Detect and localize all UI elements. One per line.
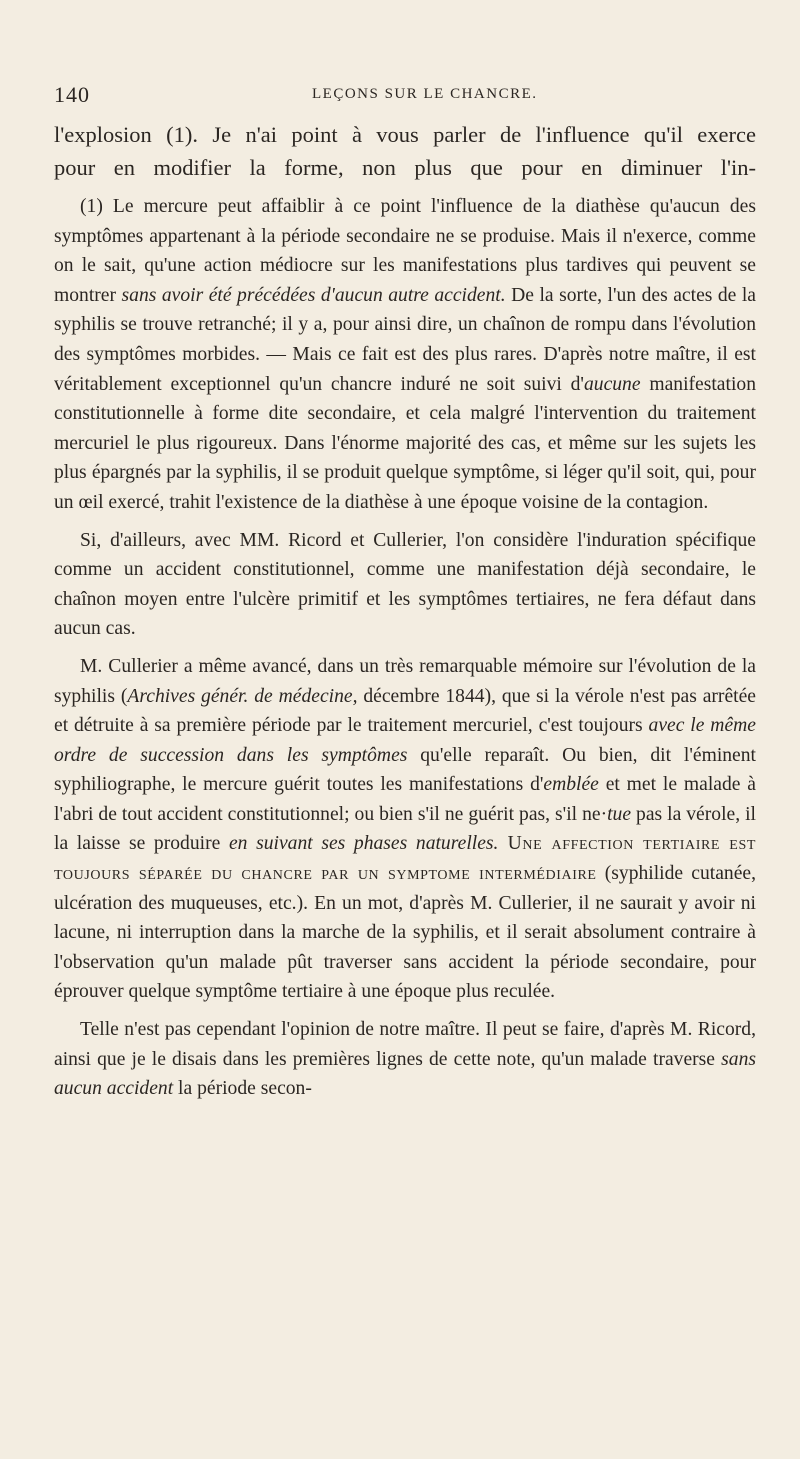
footnote-italic: en suivant ses phases naturelles. xyxy=(228,833,499,855)
footnote-italic: avec le même ordre de succession dans les symptômes xyxy=(54,715,756,766)
footnote-text: et met le malade à l'abri de tout accident constitutionnel; ou bien s'il ne guérit pas, s'il ne· xyxy=(54,774,756,825)
footnote-paragraph xyxy=(54,526,756,644)
footnote-text: De la sorte, l'un des actes de la syphilis se trouve retranché; il y a, pour ainsi dire, un chaînon de rompu dans l'évolution des symptômes morbides. — Mais ce fait est des plus rares. D'après notre maître, il est véritablement exceptionnel qu'un chancre induré ne soit suivi d' xyxy=(54,284,757,395)
footnote-italic: Archives génér. de médecine, xyxy=(127,685,358,707)
footnote-text: (1) Le mercure peut affaiblir à ce point l'influence de la diathèse qu'aucun des symptômes appartenant à la période secondaire ne se produise. Mais il n'exerce, comme on le sait, qu'une action médiocre sur les manifestations plus tardives qui peuvent se montrer xyxy=(54,196,756,306)
footnote-small-caps: Une affection tertiaire est toujours séparée du chancre par un symptome intermédiaire xyxy=(54,833,756,885)
footnote-text: manifestation constitutionnelle à forme dite secondaire, et cela malgré l'intervention du traitement mercuriel le plus rigoureux. Dans l'énorme majorité des cas, et même sur les sujets les plus épargnés par la syphilis, il se produit quelque symptôme, si léger qu'il soit, qui, pour un œil exercé, trahit l'existence de la diathèse à une époque voisine de la contagion. xyxy=(54,373,756,513)
footnote-text: décembre 1844), que si la vérole n'est pas arrêtée et détruite à sa première période par le traitement mercuriel, c'est toujours xyxy=(54,685,756,737)
page-header xyxy=(54,82,746,112)
footnote-text: Si, d'ailleurs, avec MM. Ricord et Cullerier, l'on considère l'induration spécifique comme un accident constitutionnel, comme une manifestation déjà secondaire, le chaînon moyen entre l'ulcère primitif et les symptômes tertiaires, ne fera défaut dans aucun cas. xyxy=(54,529,756,640)
footnote-italic: tue xyxy=(607,803,632,825)
page-number: 140 xyxy=(54,82,90,107)
footnote-text: pas la vérole, il la laisse se produire xyxy=(54,803,756,855)
main-text-line: l'explosion (1). Je n'ai point à vous parler de l'influence qu'il exerce xyxy=(54,122,756,147)
footnote-text: (syphilide cutanée, ulcération des muqueuses, etc.). En un mot, d'après M. Cullerier, il ne saurait y avoir ni lacune, ni interruption dans la marche de la syphilis, et il serait absolument contraire à l'observation qu'un malade pût traverser sans accident la période secondaire, pour éprouver quelque symptôme tertiaire à une époque plus reculée. xyxy=(54,863,757,1003)
footnote-italic: sans aucun accident xyxy=(54,1048,756,1100)
footnote-italic: aucune xyxy=(583,373,641,395)
footnote-paragraph xyxy=(54,192,756,518)
footnote-paragraph xyxy=(54,1015,756,1104)
footnote-italic: sans avoir été précédées d'aucun autre accident. xyxy=(121,284,506,306)
footnote-text: M. Cullerier a même avancé, dans un très remarquable mémoire sur l'évolution de la syphilis ( xyxy=(54,655,756,707)
footnote-paragraph xyxy=(54,652,756,1007)
main-text-line: pour en modifier la forme, non plus que pour en diminuer l'in- xyxy=(54,155,756,180)
main-text xyxy=(54,118,756,184)
running-title: LEÇONS SUR LE CHANCRE. xyxy=(312,86,538,102)
footnote-text: la période secon- xyxy=(173,1078,312,1100)
footnote-text: qu'elle reparaît. Ou bien, dit l'éminent syphiliographe, le mercure guérit toutes les manifestations d' xyxy=(54,744,756,796)
footnote-italic: emblée xyxy=(543,774,599,796)
footnote xyxy=(54,192,756,1112)
footnote-text: Telle n'est pas cependant l'opinion de notre maître. Il peut se faire, d'après M. Ricord, ainsi que je le disais dans les premières lignes de cette note, qu'un malade traverse xyxy=(54,1019,756,1070)
